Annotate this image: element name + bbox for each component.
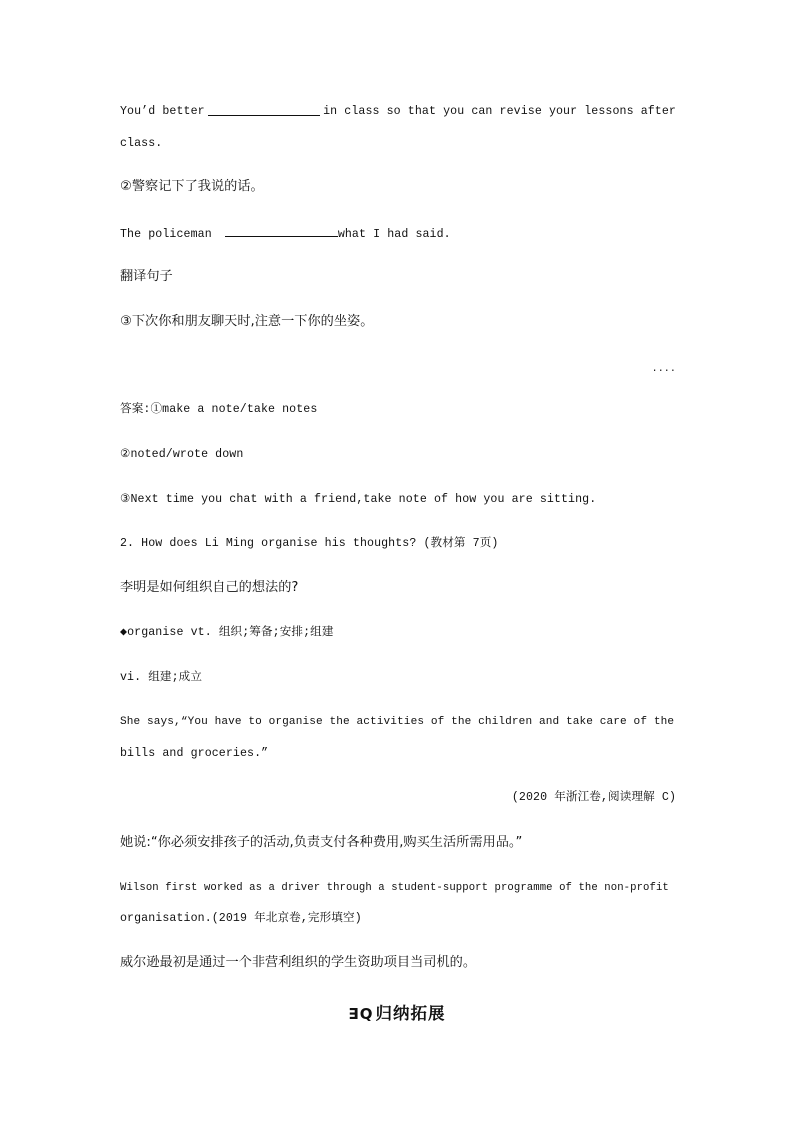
exercise-2-prefix: The policeman [120, 228, 212, 241]
question-2-chinese: 李明是如何组织自己的想法的? [120, 580, 299, 595]
example-1-line-1: She says,“You have to organise the activities of the children and take care of the [120, 716, 675, 728]
vocab-organise-vt: ◆organise vt. 组织;筹备;安排;组建 [120, 626, 334, 639]
exercise-1-prefix: You’d better [120, 105, 205, 118]
exercise-sentence-2 [120, 224, 676, 244]
exercise-sentence-1-continuation: class. [120, 137, 163, 150]
example-2-line-1: Wilson first worked as a driver through a student-support programme of the non-profit [120, 882, 669, 894]
vocab-organise-vi: vi. 组建;成立 [120, 671, 203, 684]
exercise-sentence-1 [120, 103, 676, 121]
exercise-3-chinese: ③下次你和朋友聊天时,注意一下你的坐姿。 [120, 314, 374, 329]
example-1-line-2: bills and groceries.” [120, 747, 269, 760]
answer-3: ③Next time you chat with a friend,take note of how you are sitting. [120, 493, 597, 506]
ellipsis-marker: .... [651, 364, 676, 375]
magnifier-icon: ∃Q [348, 1005, 374, 1023]
exercise-2-blank[interactable] [225, 224, 338, 237]
example-1-source: (2020 年浙江卷,阅读理解 C) [511, 791, 676, 804]
answer-1: 答案:①make a note/take notes [120, 403, 318, 416]
exercise-2-chinese: ②警察记下了我说的话。 [120, 179, 264, 194]
exercise-1-blank[interactable] [208, 103, 320, 116]
section-heading-title: 归纳拓展 [375, 1004, 446, 1023]
answer-2: ②noted/wrote down [120, 448, 244, 461]
question-2: 2. How does Li Ming organise his thoughts? (教材第 7页) [120, 537, 499, 550]
exercise-1-suffix: in class so that you can revise your lessons after [323, 105, 676, 118]
section-heading [0, 1000, 794, 1024]
exercise-sentence-1-row [120, 103, 676, 121]
example-2-line-2: organisation.(2019 年北京卷,完形填空) [120, 912, 362, 925]
example-1-translation: 她说:“你必须安排孩子的活动,负责支付各种费用,购买生活所需用品。” [120, 835, 523, 850]
example-2-translation: 威尔逊最初是通过一个非营利组织的学生资助项目当司机的。 [120, 955, 477, 970]
exercise-2-suffix: what I had said. [337, 228, 451, 241]
translate-heading: 翻译句子 [120, 269, 173, 284]
